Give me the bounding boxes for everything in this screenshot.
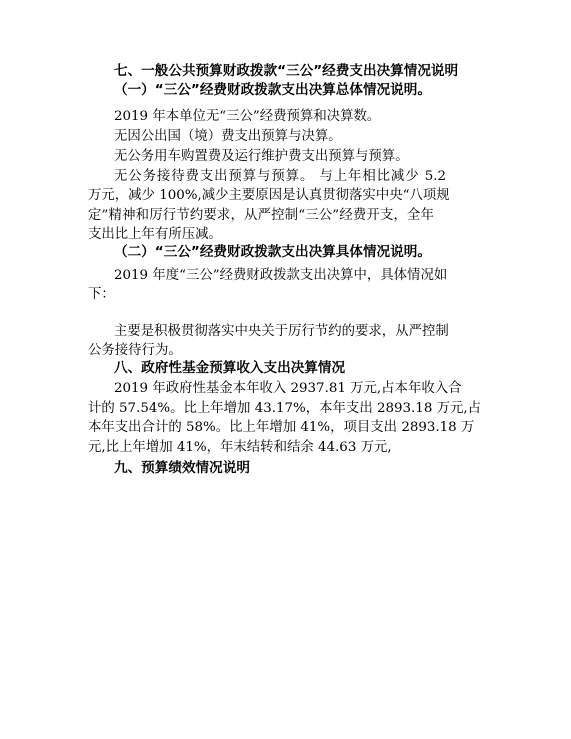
paragraph-line: 本年支出合计的 58%。比上年增加 41%，项目支出 2893.18 万 <box>88 420 475 435</box>
section-9-heading: 九、预算绩效情况说明 <box>114 460 250 476</box>
section-7-1-heading: （一）“三公”经费财政拨款支出决算总体情况说明。 <box>114 82 431 98</box>
section-7-2-heading: （二）“三公”经费财政拨款支出决算具体情况说明。 <box>114 244 431 260</box>
paragraph-line: 元,比上年增加 41%，年末结转和结余 44.63 万元, <box>88 440 392 455</box>
paragraph-line: 定”精神和厉行节约要求，从严控制“三公”经费开支，全年 <box>88 208 434 223</box>
paragraph-line: 无公务接待费支出预算与预算。 与上年相比减少 5.2 <box>114 169 446 184</box>
section-7-heading: 七、一般公共预算财政拨款“三公”经费支出决算情况说明 <box>114 63 459 79</box>
paragraph-line: 2019 年本单位无“三公”经费预算和决算数。 <box>114 109 381 124</box>
paragraph-line: 支出比上年有所压减。 <box>88 227 222 242</box>
paragraph-line: 公务接待行为。 <box>88 343 182 358</box>
paragraph-line: 主要是积极贯彻落实中央关于厉行节约的要求，从严控制 <box>114 324 449 339</box>
paragraph-line: 无因公出国（境）费支出预算与决算。 <box>114 129 342 144</box>
paragraph-line: 计的 57.54%。比上年增加 43.17%，本年支出 2893.18 万元,占 <box>88 401 482 416</box>
paragraph-line: 无公务用车购置费及运行维护费支出预算与预算。 <box>114 149 409 164</box>
paragraph-line: 2019 年度“三公”经费财政拨款支出决算中，具体情况如 <box>114 268 448 283</box>
paragraph-line: 2019 年政府性基金本年收入 2937.81 万元,占本年收入合 <box>114 381 462 396</box>
paragraph-line: 万元，减少 100%,减少主要原因是认真贯彻落实中央“八项规 <box>88 188 450 203</box>
paragraph-line: 下： <box>88 287 115 302</box>
section-8-heading: 八、政府性基金预算收入支出决算情况 <box>114 360 346 376</box>
